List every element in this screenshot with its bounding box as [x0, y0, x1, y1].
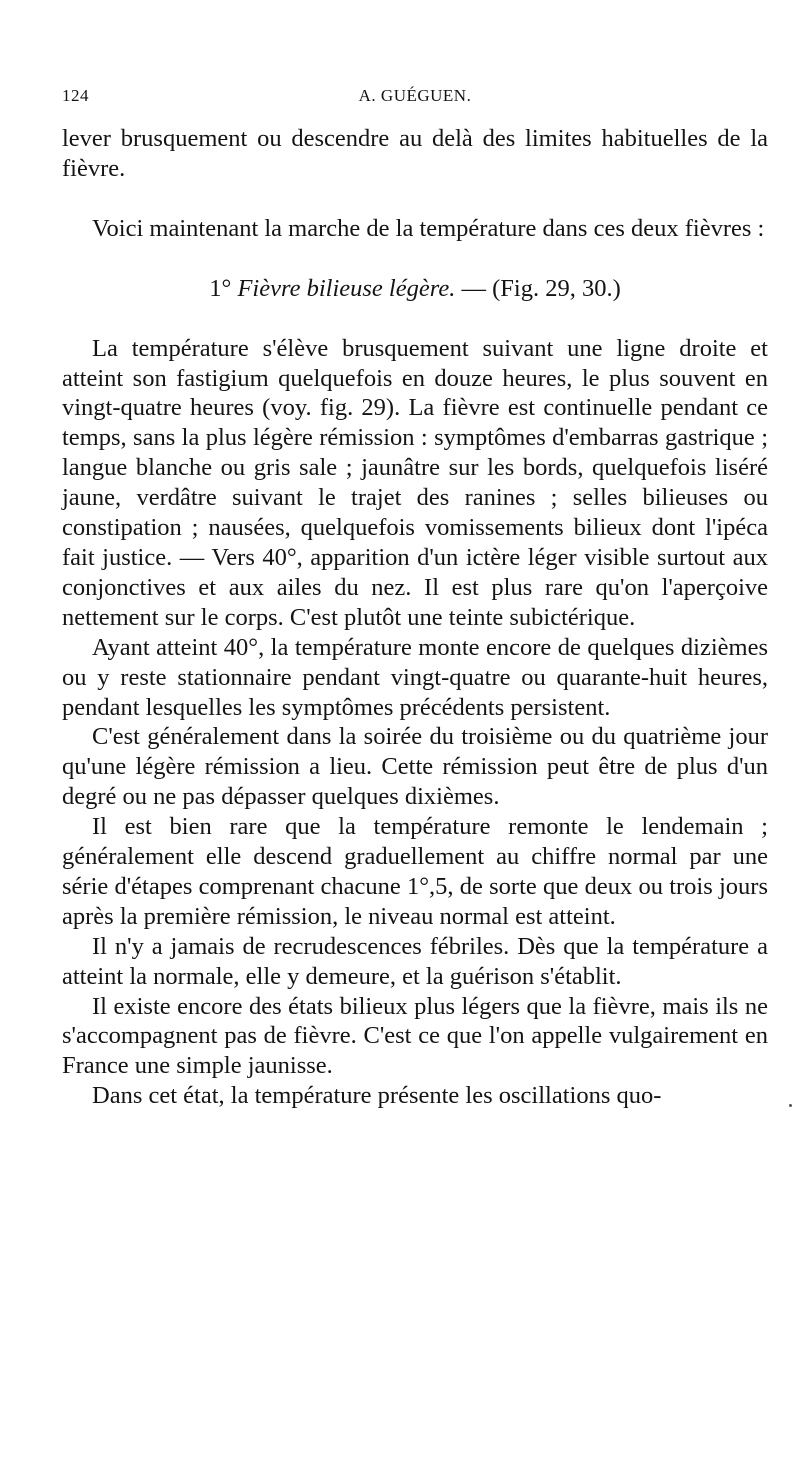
paragraph-intro: Voici maintenant la marche de la température dans ces deux fièvres :	[92, 214, 765, 242]
paragraph-oscillations: Dans cet état, la température présente les oscillations quo-	[92, 1082, 662, 1110]
page-number: 124	[62, 86, 89, 105]
section-number: 1°	[209, 274, 232, 302]
paragraph-gradual-descent: Il est bien rare que la température remonte le lendemain ; généralement elle descend graduellement au chiffre normal par une série d'étapes comprenant chacune 1°,5, de sorte que deux ou trois jours après la première rémission, le niveau normal est atteint.	[62, 813, 768, 930]
body-text	[62, 124, 768, 1111]
print-speck	[789, 1104, 792, 1107]
paragraph-milder-states: Il existe encore des états bilieux plus légers que la fièvre, mais ils ne s'accompagnent pas de fièvre. C'est ce que l'on appelle vulgairement en France une simple jaunisse.	[62, 992, 768, 1080]
running-head	[62, 86, 768, 112]
section-heading	[62, 274, 768, 304]
paragraph-continuation: lever brusquement ou descendre au delà des limites habituelles de la fièvre.	[62, 125, 768, 182]
paragraph-temperature-rise: La température s'élève brusquement suivant une ligne droite et atteint son fastigium quelquefois en douze heures, le plus souvent en vingt-quatre heures (voy. fig. 29). La fièvre est continuelle pendant ce temps, sans la plus légère rémission : symptômes d'embarras gastrique ; langue blanche ou gris sale ; jaunâtre sur les bords, quelquefois liséré jaune, verdâtre suivant le trajet des ranines ; selles bilieuses ou constipation ; nausées, quelquefois vomissements bilieux dont l'ipéca fait justice. — Vers 40°, apparition d'un ictère léger visible surtout aux conjonctives et aux ailes du nez. Il est plus rare qu'on l'aperçoive nettement sur le corps. C'est plutôt une teinte subictérique.	[62, 334, 768, 631]
paragraph-no-recrudescence: Il n'y a jamais de recrudescences fébriles. Dès que la température a atteint la normale, elle y demeure, et la guérison s'établit.	[62, 932, 768, 990]
section-title: Fièvre bilieuse légère.	[237, 274, 456, 302]
running-title: A. GUÉGUEN.	[358, 86, 472, 105]
section-dash: —	[461, 274, 486, 302]
paragraph-forty-degrees: Ayant atteint 40°, la température monte encore de quelques dizièmes ou y reste stationnaire pendant vingt-quatre ou quarante-huit heures, pendant lesquelles les symptômes précédents persistent.	[62, 633, 768, 721]
figure-reference: (Fig. 29, 30.)	[492, 274, 621, 302]
paragraph-remission: C'est généralement dans la soirée du troisième ou du quatrième jour qu'une légère rémission a lieu. Cette rémission peut être de plus d'un degré ou ne pas dépasser quelques dixièmes.	[62, 723, 768, 811]
